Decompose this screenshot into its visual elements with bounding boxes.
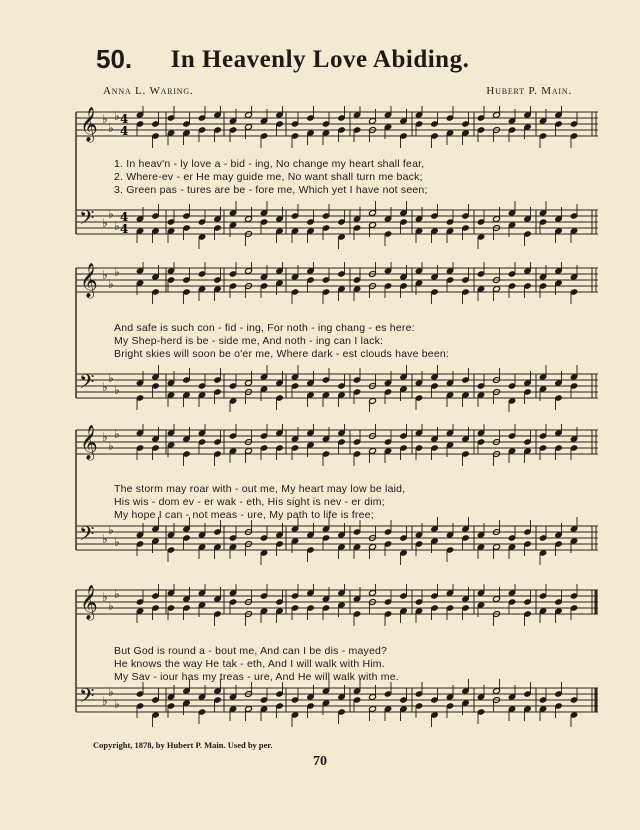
bass-clef-icon: 𝄢 [79,684,95,712]
flat-icon: ♭ [102,694,108,708]
lyric-verse-1: The storm may roar with - out me, My heart may low be laid, [114,483,406,495]
flat-icon: ♭ [102,216,108,230]
flat-icon: ♭ [108,277,114,291]
treble-clef-icon: 𝄞 [80,425,98,460]
copyright-notice: Copyright, 1878, by Hubert P. Main. Used by per. [93,740,273,750]
flat-icon: ♭ [114,587,120,601]
lyric-verse-2: His wis - dom ev - er wak - eth, His sight is nev - er dim; [114,496,385,508]
flat-icon: ♭ [108,685,114,699]
flat-icon: ♭ [108,599,114,613]
lyric-verse-2: He knows the way He tak - eth, And I will walk with Him. [114,658,385,670]
flat-icon: ♭ [108,523,114,537]
lyric-verse-2: My Shep-herd is be - side me, And noth - ing can I lack: [114,335,384,347]
treble-clef-icon: 𝄞 [80,263,98,298]
hymn-composer: Hubert P. Main. [486,85,572,97]
flat-icon: ♭ [102,430,108,444]
flat-icon: ♭ [102,268,108,282]
lyric-verse-3: Bright skies will soon be o'er me, Where dark - est clouds have been: [114,348,450,360]
flat-icon: ♭ [108,121,114,135]
page-number: 70 [313,754,327,769]
flat-icon: ♭ [114,697,120,711]
flat-icon: ♭ [102,532,108,546]
treble-clef-icon: 𝄞 [80,585,98,620]
flat-icon: ♭ [102,590,108,604]
flat-icon: ♭ [114,535,120,549]
time-signature-bottom: 4 [120,124,129,138]
flat-icon: ♭ [114,265,120,279]
hymn-title: In Heavenly Love Abiding. [170,46,470,73]
lyric-verse-3: 3. Green pas - tures are be - fore me, Which yet I have not seen; [114,184,428,196]
time-signature-bottom: 4 [120,222,129,236]
bass-clef-icon: 𝄢 [79,370,95,398]
flat-icon: ♭ [102,380,108,394]
time-signature-top: 4 [120,112,129,126]
lyric-verse-1: But God is round a - bout me, And can I be dis - mayed? [114,645,388,657]
time-signature-top: 4 [120,210,129,224]
lyric-verse-2: 2. Where-ev - er He may guide me, No want shall turn me back; [114,171,423,183]
flat-icon: ♭ [114,383,120,397]
flat-icon: ♭ [114,109,120,123]
treble-clef-icon: 𝄞 [80,107,98,142]
bass-clef-icon: 𝄢 [79,522,95,550]
hymn-author: Anna L. Waring. [103,85,194,97]
lyric-verse-3: My Sav - iour has my treas - ure, And He will walk with me. [114,671,399,683]
lyric-verse-1: And safe is such con - fid - ing, For noth - ing chang - es here: [114,322,415,334]
flat-icon: ♭ [108,207,114,221]
flat-icon: ♭ [108,371,114,385]
hymn-number: 50. [96,44,133,74]
lyric-verse-1: 1. In heav'n - ly love a - bid - ing, No change my heart shall fear, [114,158,425,170]
lyric-verse-3: My hope I can - not meas - ure, My path to life is free; [114,509,374,521]
flat-icon: ♭ [114,427,120,441]
flat-icon: ♭ [108,439,114,453]
bass-clef-icon: 𝄢 [79,206,95,234]
flat-icon: ♭ [114,219,120,233]
flat-icon: ♭ [102,112,108,126]
